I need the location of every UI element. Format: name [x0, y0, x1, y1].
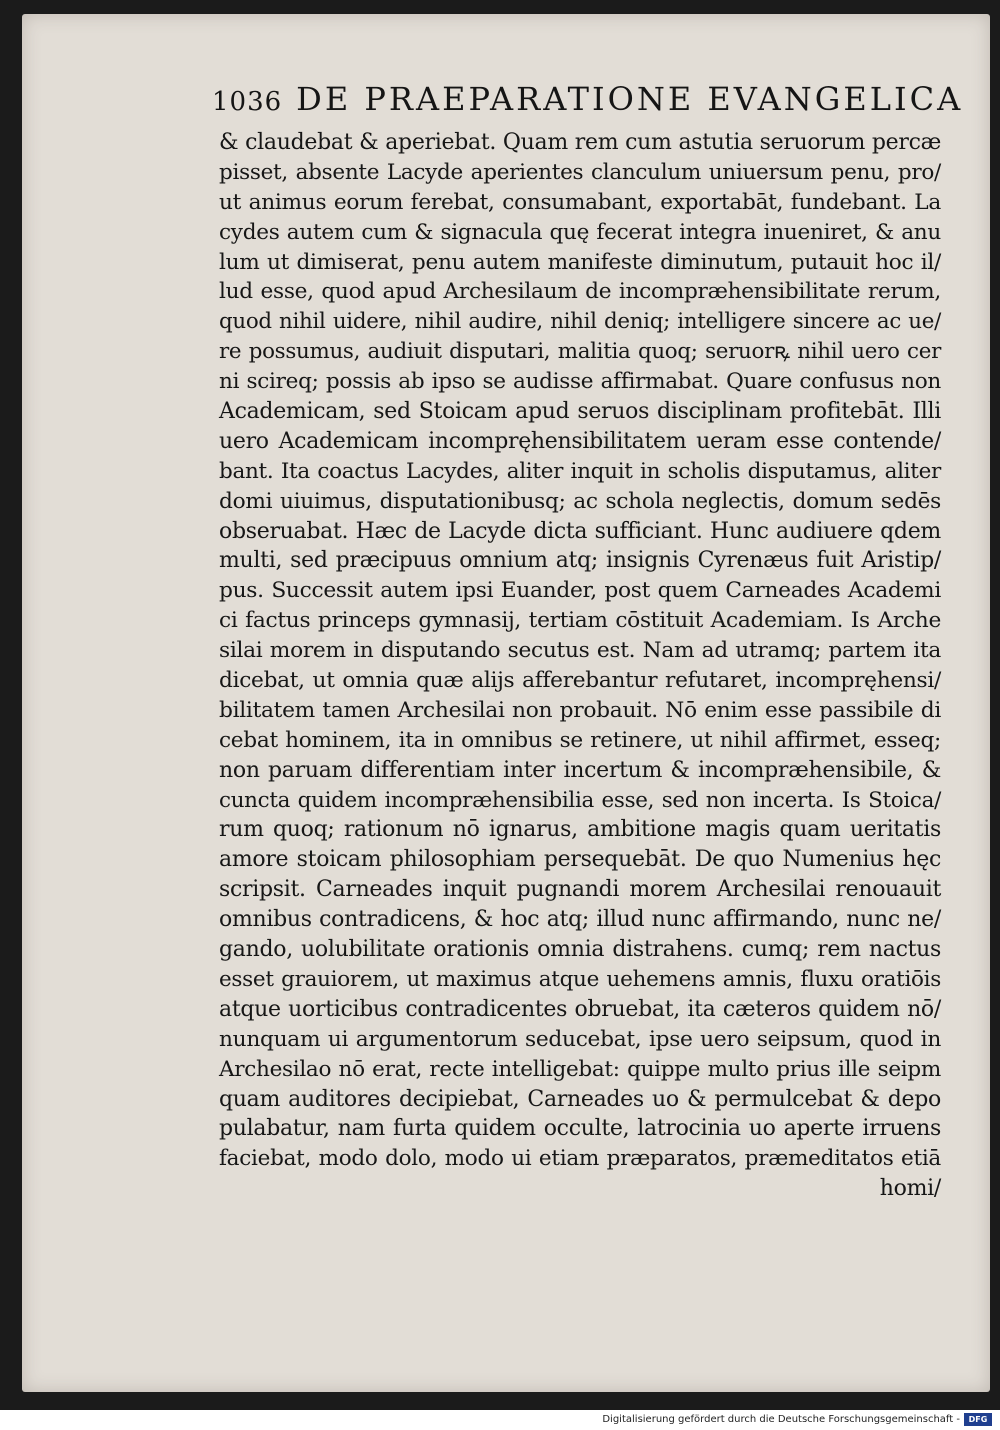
text-line: gando, uolubilitate orationis omnia distrahens. cumq; rem nactus [219, 937, 941, 963]
text-line: domi uiuimus, disputationibusq; ac schola neglectis, domum sedēs [219, 488, 941, 514]
text-line: scripsit. Carneades inquit pugnandi morem Archesilai renouauit [219, 877, 941, 903]
dfg-logo: DFG [964, 1413, 992, 1426]
footer [0, 1410, 1000, 1430]
text-line: re possumus, audiuit disputari, malitia quoq; seruorꝶ nihil uero cer [219, 339, 941, 365]
text-line: quod nihil uidere, nihil audire, nihil deniq; intelligere sincere ac ue/ [219, 309, 941, 335]
text-line: dicebat, ut omnia quæ alijs afferebantur refutaret, incompręhensi/ [219, 668, 941, 694]
text-line: esset grauiorem, ut maximus atque uehemens amnis, fluxu oratiōis [219, 966, 941, 992]
text-line: ni scireq; possis ab ipso se audisse affirmabat. Quare confusus non [219, 369, 941, 395]
page-header [212, 80, 964, 124]
text-line: obseruabat. Hæc de Lacyde dicta sufficiant. Hunc audiuere qdem [219, 518, 941, 544]
catchword: homi/ [879, 1176, 941, 1202]
text-line: Archesilao nō erat, recte intelligebat: quippe multo prius ille seipm [219, 1056, 941, 1082]
text-line: cydes autem cum & signacula quę fecerat integra inueniret, & anu [219, 219, 941, 245]
text-line: pus. Successit autem ipsi Euander, post quem Carneades Academi [219, 578, 941, 604]
text-line: lud esse, quod apud Archesilaum de incompræhensibilitate rerum, [219, 279, 941, 305]
text-line: cebat hominem, ita in omnibus se retinere, ut nihil affirmet, esseq; [219, 727, 941, 753]
text-line: ut animus eorum ferebat, consumabant, exportabāt, fundebant. La [219, 189, 941, 215]
text-line: omnibus contradicens, & hoc atq; illud nunc affirmando, nunc ne/ [219, 907, 941, 933]
text-line: uero Academicam incompręhensibilitatem ueram esse contende/ [219, 428, 941, 454]
text-line: non paruam differentiam inter incertum & incompræhensibile, & [219, 757, 941, 783]
text-line: bilitatem tamen Archesilai non probauit. Nō enim esse passibile di [219, 697, 941, 723]
text-line: bant. Ita coactus Lacydes, aliter inquit in scholis disputamus, aliter [219, 458, 941, 484]
text-line: cuncta quidem incompræhensibilia esse, sed non incerta. Is Stoica/ [219, 787, 941, 813]
digitization-credit: Digitalisierung gefördert durch die Deutsche Forschungsgemeinschaft - [602, 1414, 960, 1425]
text-line: amore stoicam philosophiam persequebāt. De quo Numenius hęc [219, 847, 941, 873]
text-line: Academicam, sed Stoicam apud seruos disciplinam profitebāt. Illi [219, 399, 941, 425]
text-line: ci factus princeps gymnasij, tertiam cōstituit Academiam. Is Arche [219, 608, 941, 634]
text-line: atque uorticibus contradicentes obruebat, ita cæteros quidem nō/ [219, 996, 941, 1022]
running-title: DE PRAEPARATIONE EVANGELICA [296, 80, 964, 118]
page-number: 1036 [212, 87, 283, 117]
text-line: pisset, absente Lacyde aperientes clanculum uniuersum penu, pro/ [219, 159, 941, 185]
text-line: quam auditores decipiebat, Carneades uo & permulcebat & depo [219, 1086, 941, 1112]
text-line: & claudebat & aperiebat. Quam rem cum astutia seruorum percæ [219, 130, 941, 155]
text-line: lum ut dimiserat, penu autem manifeste diminutum, putauit hoc il/ [219, 249, 941, 275]
text-line: nunquam ui argumentorum seducebat, ipse uero seipsum, quod in [219, 1026, 941, 1052]
text-line: silai morem in disputando secutus est. Nam ad utramq; partem ita [219, 638, 941, 664]
text-line: rum quoq; rationum nō ignarus, ambitione magis quam ueritatis [219, 817, 941, 843]
text-line: faciebat, modo dolo, modo ui etiam præparatos, præmeditatos etiā [219, 1146, 941, 1172]
text-line: multi, sed præcipuus omnium atq; insignis Cyrenæus fuit Aristip/ [219, 548, 941, 574]
body-text [219, 128, 941, 1204]
text-line: pulabatur, nam furta quidem occulte, latrocinia uo aperte irruens [219, 1116, 941, 1142]
